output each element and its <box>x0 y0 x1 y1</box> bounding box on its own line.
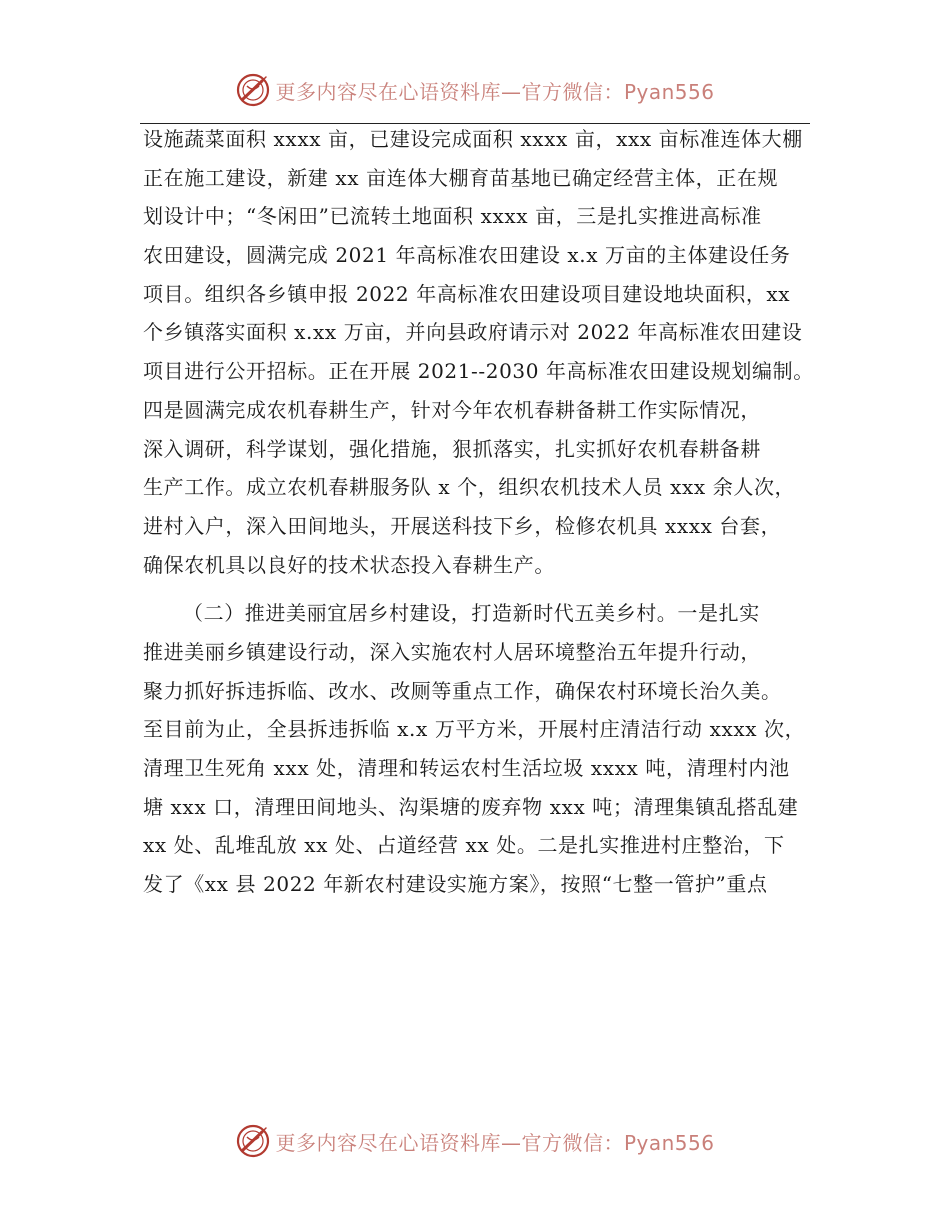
paragraph-1 <box>143 120 815 584</box>
header-banner-text: 更多内容尽在心语资料库—官方微信：Pyan556 <box>275 79 715 104</box>
text-line: （二）推进美丽宜居乡村建设，打造新时代五美乡村。一是扎实 <box>183 601 760 626</box>
text-line: xx 处、乱堆乱放 xx 处、占道经营 xx 处。二是扎实推进村庄整治，下 <box>143 833 785 858</box>
text-line: 四是圆满完成农机春耕生产，针对今年农机春耕备耕工作实际情况， <box>143 397 761 422</box>
text-line: 深入调研，科学谋划，强化措施，狠抓落实，扎实抓好农机春耕备耕 <box>143 436 761 461</box>
footer-banner-text: 更多内容尽在心语资料库—官方微信：Pyan556 <box>275 1130 715 1155</box>
text-line: 发了《xx 县 2022 年新农村建设实施方案》，按照“七整一管护”重点 <box>143 872 768 897</box>
text-line: 进村入户，深入田间地头，开展送科技下乡，检修农机具 xxxx 台套， <box>143 513 782 538</box>
text-line: 个乡镇落实面积 x.xx 万亩，并向县政府请示对 2022 年高标准农田建设 <box>143 320 803 345</box>
text-line: 农田建设，圆满完成 2021 年高标准农田建设 x.x 万亩的主体建设任务 <box>143 243 791 268</box>
paragraph-2 <box>143 594 815 904</box>
library-logo-icon <box>235 1123 271 1159</box>
document-body <box>143 120 815 904</box>
text-line: 生产工作。成立农机春耕服务队 x 个，组织农机技术人员 xxx 余人次， <box>143 475 796 500</box>
text-line: 项目进行公开招标。正在开展 2021--2030 年高标准农田建设规划编制。 <box>143 359 814 384</box>
text-line: 塘 xxx 口，清理田间地头、沟渠塘的废弃物 xxx 吨；清理集镇乱搭乱建 <box>143 794 799 819</box>
text-line: 聚力抓好拆违拆临、改水、改厕等重点工作，确保农村环境长治久美。 <box>143 678 782 703</box>
text-line: 确保农机具以良好的技术状态投入春耕生产。 <box>143 552 555 577</box>
text-line: 划设计中；“冬闲田”已流转土地面积 xxxx 亩，三是扎实推进高标准 <box>143 204 762 229</box>
text-line: 设施蔬菜面积 xxxx 亩，已建设完成面积 xxxx 亩，xxx 亩标准连体大棚 <box>143 127 803 151</box>
text-line: 项目。组织各乡镇申报 2022 年高标准农田建设项目建设地块面积，xx <box>143 281 791 306</box>
text-line: 正在施工建设，新建 xx 亩连体大棚育苗基地已确定经营主体，正在规 <box>143 165 779 190</box>
text-line: 清理卫生死角 xxx 处，清理和转运农村生活垃圾 xxxx 吨，清理村内池 <box>143 756 790 780</box>
text-line: 至目前为止，全县拆违拆临 x.x 万平方米，开展村庄清洁行动 xxxx 次， <box>143 717 806 742</box>
text-line: 推进美丽乡镇建设行动，深入实施农村人居环境整治五年提升行动， <box>143 639 761 664</box>
library-logo-icon <box>235 72 271 108</box>
header-banner <box>0 70 950 110</box>
footer-banner <box>0 1121 950 1161</box>
